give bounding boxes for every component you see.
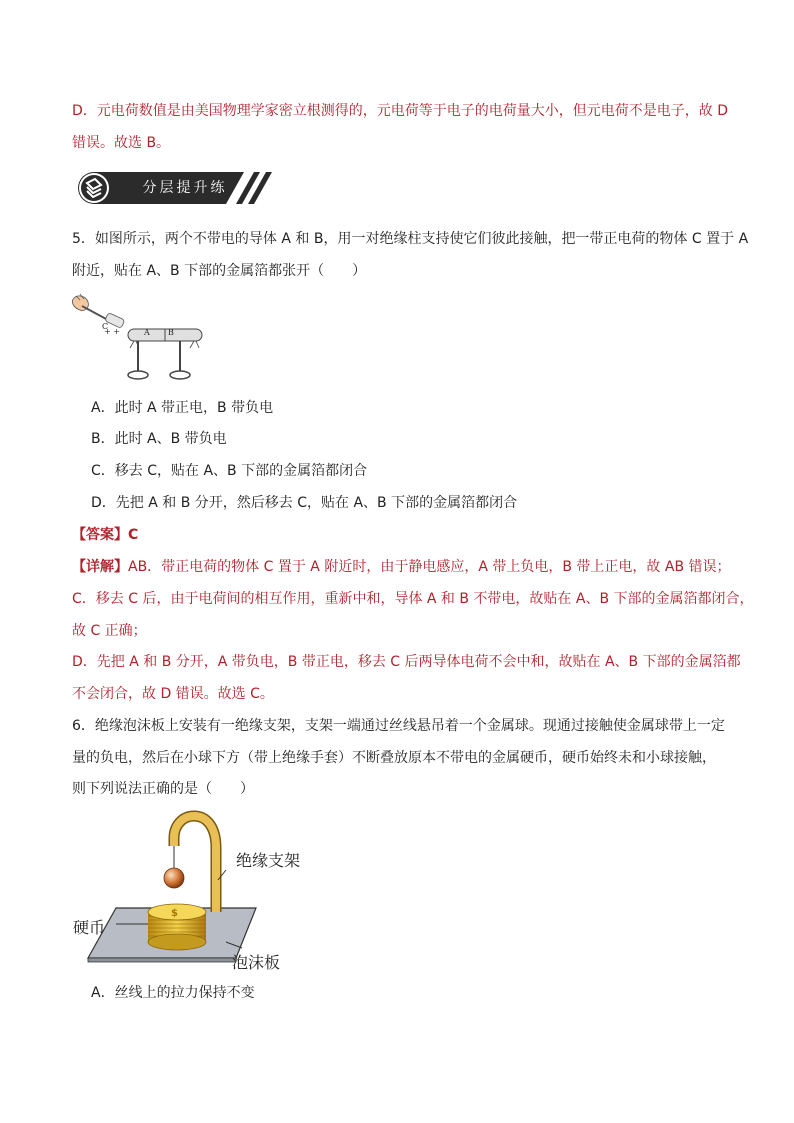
book-stack-icon — [81, 175, 107, 201]
prev-detail-line-1: D．元电荷数值是由美国物理学家密立根测得的，元电荷等于电子的电荷量大小，但元电荷不是电子，故 D — [72, 103, 729, 119]
label-insulating-stand: 绝缘支架 — [236, 851, 301, 870]
q5-option-d: D．先把 A 和 B 分开，然后移去 C，贴在 A、B 下部的金属箔都闭合 — [91, 495, 518, 511]
q5-option-b: B．此时 A、B 带负电 — [91, 431, 227, 447]
prev-detail-line-2: 错误。故选 B。 — [72, 135, 171, 151]
q5-figure-conductors — [68, 292, 208, 387]
q5-detail-line-1 — [72, 557, 731, 577]
answer-value: C — [128, 527, 139, 543]
q5-answer-line — [72, 525, 138, 545]
answer-tag: 【答案】 — [72, 527, 128, 543]
q5-detail-line-5: 不会闭合，故 D 错误。故选 C。 — [72, 686, 274, 702]
q5-detail-line-3: 故 C 正确； — [72, 623, 147, 639]
section-banner — [76, 170, 272, 206]
q6-option-a: A．丝线上的拉力保持不变 — [91, 985, 255, 1001]
label-c: C — [102, 322, 109, 331]
detail-tag: 【详解】 — [72, 559, 128, 575]
detail-text-1: AB．带正电荷的物体 C 置于 A 附近时，由于静电感应，A 带上负电，B 带上正电，故 AB 错误； — [128, 559, 731, 575]
q5-option-c: C．移去 C，贴在 A、B 下部的金属箔都闭合 — [91, 463, 368, 479]
q5-stem-line-1: 5．如图所示，两个不带电的导体 A 和 B，用一对绝缘柱支持使它们彼此接触，把一带正电荷的物体 C 置于 A — [72, 231, 749, 247]
label-b: B — [168, 328, 174, 337]
label-a: A — [144, 328, 150, 337]
svg-text:$: $ — [171, 908, 178, 919]
label-coin: 硬币 — [73, 918, 106, 937]
section-title: 分层提升练 — [142, 180, 228, 196]
q5-detail-line-2: C．移去 C 后，由于电荷间的相互作用，重新中和，导体 A 和 B 不带电，故贴在 A、B 下部的金属箔都闭合， — [72, 591, 754, 607]
svg-text:+ +: + + — [104, 327, 120, 336]
q5-stem-line-2: 附近，贴在 A、B 下部的金属箔都张开（ ） — [72, 263, 367, 279]
q5-option-a: A．此时 A 带正电，B 带负电 — [91, 400, 274, 416]
q6-stem-line-1: 6．绝缘泡沫板上安装有一绝缘支架，支架一端通过丝线悬吊着一个金属球。现通过接触使金属球带上一定 — [72, 718, 725, 734]
label-foam-board: 泡沫板 — [232, 953, 281, 972]
q6-stem-line-3: 则下列说法正确的是（ ） — [72, 781, 254, 797]
q5-detail-line-4: D．先把 A 和 B 分开，A 带负电，B 带正电，移去 C 后两导体电荷不会中和，故贴在 A、B 下部的金属箔都 — [72, 654, 741, 670]
q6-stem-line-2: 量的负电，然后在小球下方（带上绝缘手套）不断叠放原本不带电的金属硬币，硬币始终未和小球接触， — [72, 750, 716, 766]
